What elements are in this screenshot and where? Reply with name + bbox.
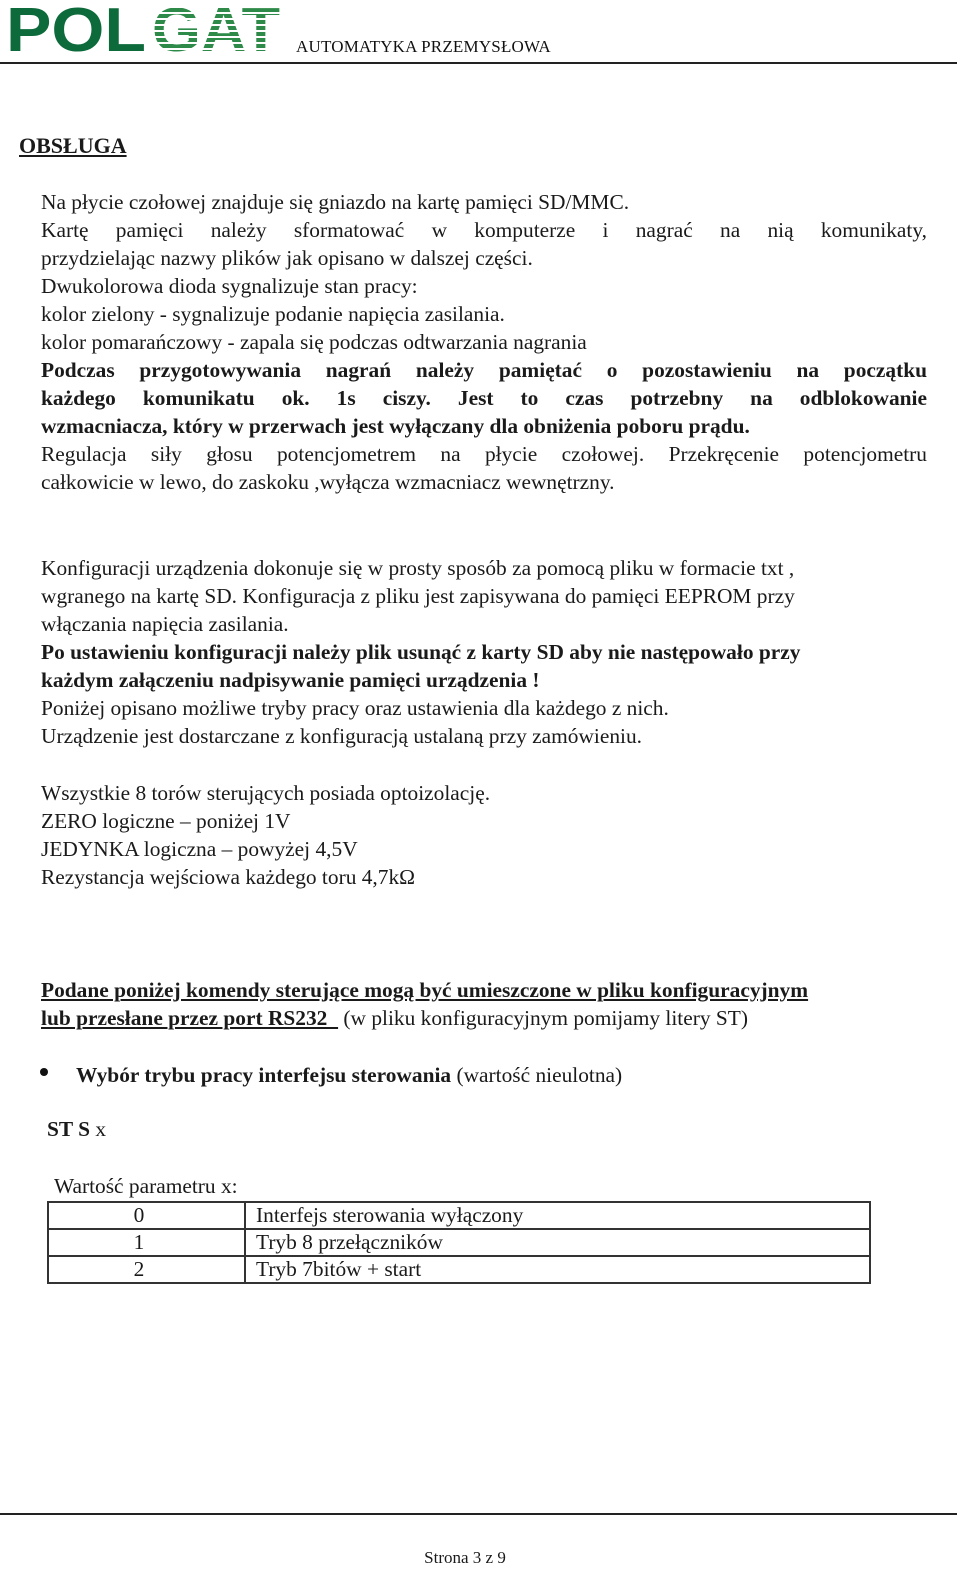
footer-divider [0, 1513, 957, 1515]
commands-intro-line-2 [41, 1004, 927, 1032]
param-description: Interfejs sterowania wyłączony [245, 1202, 870, 1229]
text-line: Urządzenie jest dostarczane z konfiguracją ustalaną przy zamówieniu. [41, 724, 643, 748]
text-line: ZERO logiczne – poniżej 1V [41, 809, 291, 833]
commands-intro-bold: lub przesłane przez port RS232 [41, 1006, 339, 1030]
param-description: Tryb 8 przełączników [245, 1229, 870, 1256]
warning-line: każdego komunikatu ok. 1s ciszy. Jest to czas potrzebny na odblokowanie [41, 386, 927, 410]
svg-text:GAT: GAT [152, 2, 281, 56]
table-row [48, 1229, 870, 1256]
table-row [48, 1202, 870, 1229]
param-value: 2 [48, 1256, 245, 1283]
text-line: Regulacja siły głosu potencjometrem na płycie czołowej. Przekręcenie potencjometru [41, 442, 927, 466]
section-title: OBSŁUGA [19, 133, 127, 158]
text-line: JEDYNKA logiczna – powyżej 4,5V [41, 837, 358, 861]
company-tagline: AUTOMATYKA PRZEMYSŁOWA [296, 37, 551, 56]
param-description: Tryb 7bitów + start [245, 1256, 870, 1283]
operation-paragraph [41, 188, 927, 496]
command-param: x [90, 1117, 107, 1141]
parameter-table [47, 1201, 871, 1284]
param-value: 1 [48, 1229, 245, 1256]
text-line: kolor pomarańczowy - zapala się podczas odtwarzania nagrania [41, 330, 587, 354]
text-line: przydzielając nazwy plików jak opisano w dalszej części. [41, 246, 533, 270]
text-line: Kartę pamięci należy sformatować w komputerze i nagrać na nią komunikaty, [41, 218, 927, 242]
text-line: kolor zielony - sygnalizuje podanie napięcia zasilania. [41, 302, 505, 326]
command-name: ST S [47, 1117, 91, 1141]
warning-line: wzmacniacza, który w przerwach jest wyłączany dla obniżenia poboru prądu. [41, 414, 750, 438]
commands-intro-note: (w pliku konfiguracyjnym pomijamy litery ST) [338, 1006, 748, 1030]
text-line: Dwukolorowa dioda sygnalizuje stan pracy: [41, 274, 418, 298]
bullet-note: (wartość nieulotna) [451, 1063, 623, 1087]
text-line: całkowicie w lewo, do zaskoku ,wyłącza wzmacniacz wewnętrzny. [41, 470, 615, 494]
svg-text:POL: POL [6, 2, 146, 56]
bullet-title: Wybór trybu pracy interfejsu sterowania [76, 1063, 452, 1087]
polgat-logo [6, 2, 281, 56]
text-line: Poniżej opisano możliwe tryby pracy oraz ustawienia dla każdego z nich. [41, 696, 669, 720]
warning-line: Po ustawieniu konfiguracji należy plik usunąć z karty SD aby nie następowało przy [41, 640, 801, 664]
header-divider [0, 62, 957, 64]
bullet-icon [40, 1068, 48, 1076]
param-value: 0 [48, 1202, 245, 1229]
commands-intro [41, 976, 927, 1032]
page-number: Strona 3 z 9 [424, 1548, 506, 1567]
command-syntax [47, 1117, 106, 1142]
table-row [48, 1256, 870, 1283]
warning-line: Podczas przygotowywania nagrań należy pamiętać o pozostawieniu na początku [41, 358, 927, 382]
optoisolation-paragraph [41, 779, 927, 891]
text-line: Konfiguracji urządzenia dokonuje się w prosty sposób za pomocą pliku w formacie txt , [41, 556, 795, 580]
commands-intro-line: Podane poniżej komendy sterujące mogą być umieszczone w pliku konfiguracyjnym [41, 978, 809, 1002]
warning-line: każdym załączeniu nadpisywanie pamięci urządzenia ! [41, 668, 540, 692]
table-caption: Wartość parametru x: [54, 1174, 238, 1198]
text-line: Na płycie czołowej znajduje się gniazdo na kartę pamięci SD/MMC. [41, 190, 630, 214]
text-line: Rezystancja wejściowa każdego toru 4,7kΩ [41, 865, 416, 889]
configuration-paragraph [41, 554, 927, 750]
text-line: włączania napięcia zasilania. [41, 612, 289, 636]
bullet-item [76, 1061, 622, 1089]
text-line: Wszystkie 8 torów sterujących posiada optoizolację. [41, 781, 491, 805]
text-line: wgranego na kartę SD. Konfiguracja z pliku jest zapisywana do pamięci EEPROM przy [41, 584, 795, 608]
